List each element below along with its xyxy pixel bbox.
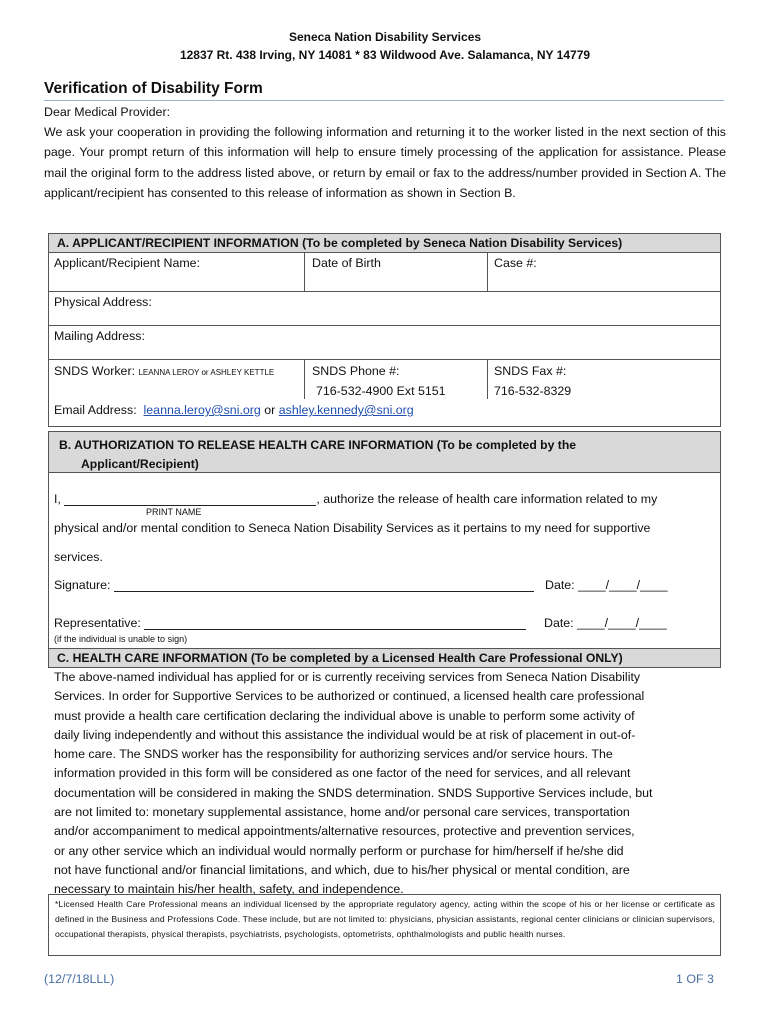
worker-label: SNDS Worker: <box>54 364 136 378</box>
signature-row <box>54 578 534 592</box>
section-c-line: and/or accompaniment to medical appointments/alternative resources, protective and prevention services, <box>54 824 635 839</box>
authorize-line <box>54 492 657 506</box>
representative-label: Representative: <box>54 616 141 630</box>
org-name: Seneca Nation Disability Services <box>288 30 482 44</box>
signature-date-field[interactable]: ____/____/____ <box>578 578 668 592</box>
section-c-heading <box>48 648 721 668</box>
i-label: I, <box>54 492 61 506</box>
representative-date <box>544 616 667 630</box>
section-c-line: must provide a health care certification declaring the individual above is unable to perform some activity of <box>54 708 635 723</box>
intro-paragraph: We ask your cooperation in providing the following information and returning it to the worker listed in the next section of this page. Your prompt return of this information will help to ensure timely processing of the application for assistance. Please mail the original form to the address listed above, or return by email or fax to the address/number provided in Section A. The applicant/recipient has consented to this release of information as shown in Section B. <box>44 125 726 200</box>
divider <box>304 253 305 291</box>
intro <box>44 102 726 203</box>
date-label: Date: <box>544 616 574 630</box>
section-b-heading-line-1: B. AUTHORIZATION TO RELEASE HEALTH CARE INFORMATION (To be completed by the <box>59 438 577 452</box>
representative-field[interactable] <box>144 617 526 630</box>
email-row <box>54 403 414 417</box>
section-c-line: or any other service which an individual would normally perform or purchase for him/herself if he/she did <box>54 843 624 858</box>
fax-value: 716-532-8329 <box>494 384 572 398</box>
signature-field[interactable] <box>114 579 534 592</box>
phone-label: SNDS Phone #: <box>312 364 400 378</box>
section-c-heading-text: C. HEALTH CARE INFORMATION (To be completed by a Licensed Health Care Professional ONLY) <box>57 651 623 665</box>
section-c-line: Services. In order for Supportive Services to be authorized or continued, a licensed health care professional <box>54 689 645 704</box>
section-c-line: are not limited to: monetary supplemental assistance, home and/or personal care services, transportation <box>54 805 630 820</box>
section-c-line: documentation will be considered in making the SNDS determination. SNDS Supportive Services include, but <box>54 785 653 800</box>
worker-cell <box>54 364 274 378</box>
table-border-left <box>48 253 49 427</box>
row-divider <box>48 325 720 326</box>
representative-note: (if the individual is unable to sign) <box>54 634 188 644</box>
authorize-line-3: services. <box>54 550 103 564</box>
section-c-line: daily living independently and without this assistance the individual would be at risk of placement in out-of- <box>54 727 636 742</box>
authorize-text: , authorize the release of health care information related to my <box>316 492 658 506</box>
row-divider <box>48 426 720 427</box>
section-a-heading-text: A. APPLICANT/RECIPIENT INFORMATION (To be completed by Seneca Nation Disability Services) <box>57 236 623 250</box>
phone-value: 716-532-4900 Ext 5151 <box>316 384 446 398</box>
date-label: Date: <box>545 578 575 592</box>
physical-address-label[interactable]: Physical Address: <box>54 295 152 309</box>
applicant-name-label[interactable]: Applicant/Recipient Name: <box>54 256 201 270</box>
case-label[interactable]: Case #: <box>494 256 537 270</box>
section-c-line: not have functional and/or financial limitations, and which, due to his/her physical or mental condition, are <box>54 862 630 877</box>
representative-date-field[interactable]: ____/____/____ <box>577 616 667 630</box>
section-c-line: necessary to maintain his/her health, safety, and independence. <box>54 882 404 897</box>
fax-label: SNDS Fax #: <box>494 364 567 378</box>
email-label: Email Address: <box>54 403 137 417</box>
print-name-caption: PRINT NAME <box>146 507 202 517</box>
section-b-heading-line-2: Applicant/Recipient) <box>81 457 199 471</box>
page-number: 1 OF 3 <box>676 972 714 986</box>
section-a-heading <box>48 233 721 253</box>
signature-date <box>545 578 668 592</box>
section-c-line: The above-named individual has applied for or is currently receiving services from Seneca Nation Disability <box>54 670 641 684</box>
print-name-field[interactable] <box>64 493 316 506</box>
table-border-left <box>48 473 49 648</box>
email-or: or <box>264 403 276 417</box>
divider <box>304 359 305 399</box>
table-border-right <box>720 253 721 427</box>
revision-code: (12/7/18LLL) <box>44 972 115 986</box>
signature-label: Signature: <box>54 578 111 592</box>
section-c-line: home care. The SNDS worker has the responsibility for authorizing services and/or service hours. The <box>54 747 613 762</box>
section-c-line: information provided in this form will be considered as one factor of the need for services, and all relevant <box>54 766 631 781</box>
org-address: 12837 Rt. 438 Irving, NY 14081 * 83 Wildwood Ave. Salamanca, NY 14779 <box>179 48 591 62</box>
footnote-text: *Licensed Health Care Professional means an individual licensed by the appropriate regulatory agency, acting within the scope of his or her license or certificate as defined in the Business and Professions Code. These include, but are not limited to: physicians, physician assistants, regional center clinicians or clinician supervisors, occupational therapists, physical therapists, psychiatrists, psychologists, optometrists, ophthalmologists and public health nurses. <box>55 899 715 939</box>
email-link-ashley[interactable]: ashley.kennedy@sni.org <box>278 403 414 417</box>
section-c-body <box>54 668 715 900</box>
footnote-box <box>48 894 721 956</box>
representative-row <box>54 616 526 630</box>
authorize-line-2: physical and/or mental condition to Seneca Nation Disability Services as it pertains to my need for supportive <box>54 521 651 535</box>
table-border-right <box>720 473 721 648</box>
title-row <box>44 80 724 101</box>
email-link-leanna[interactable]: leanna.leroy@sni.org <box>143 403 261 417</box>
divider <box>487 253 488 291</box>
mailing-address-label[interactable]: Mailing Address: <box>54 329 145 343</box>
row-divider <box>48 291 720 292</box>
worker-names: LEANNA LEROY or ASHLEY KETTLE <box>138 368 275 377</box>
salutation: Dear Medical Provider: <box>44 105 171 119</box>
form-title: Verification of Disability Form <box>44 80 263 97</box>
dob-label[interactable]: Date of Birth <box>312 256 381 270</box>
row-divider <box>48 359 720 360</box>
section-b-heading <box>48 431 721 473</box>
divider <box>487 359 488 399</box>
